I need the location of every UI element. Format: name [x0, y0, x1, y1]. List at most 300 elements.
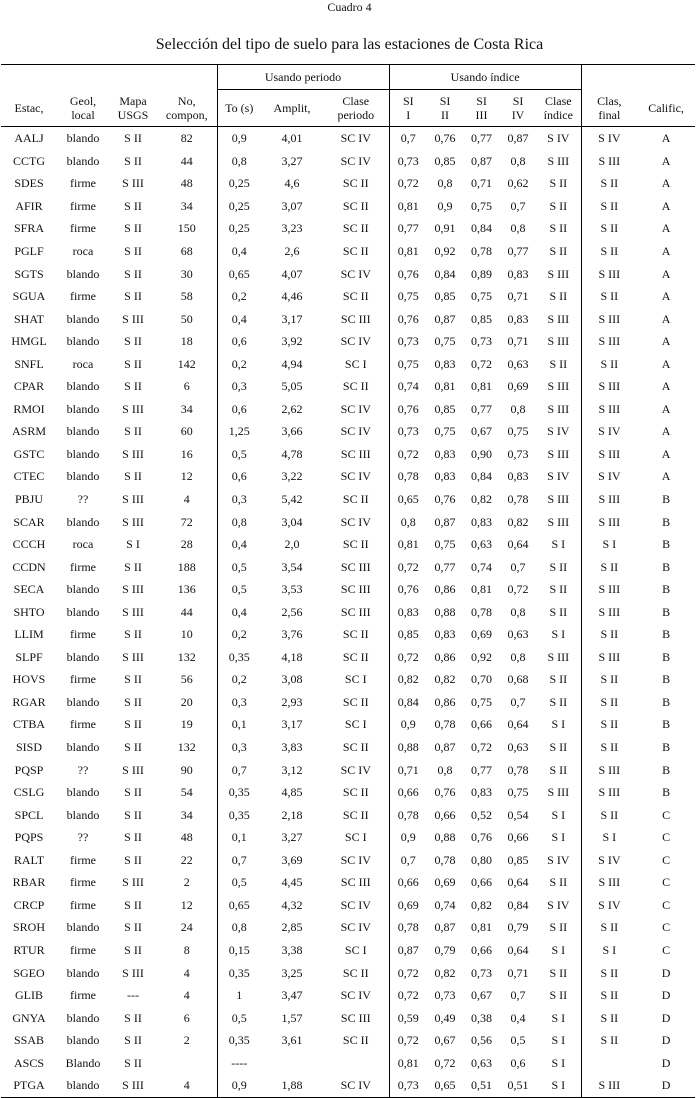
cell-period-class: SC II	[323, 375, 389, 398]
cell-period-class: SC III	[323, 578, 389, 601]
cell-si-3: 0,52	[471, 807, 493, 822]
cell-final-class: S III	[598, 153, 621, 168]
cell-station: RALT	[13, 852, 45, 867]
cell-si-4: 0,64	[507, 537, 529, 552]
cell-period: 0,7	[231, 762, 247, 777]
cell-station: CPAR	[13, 379, 45, 394]
header-line: I	[406, 108, 411, 122]
cell-amplitude: 5,42	[281, 492, 303, 507]
cell-period-class: SC IV	[323, 127, 389, 150]
cell-si-3: 0,78	[471, 244, 493, 258]
cell-si-3: 0,77	[471, 762, 493, 777]
cell-period-class: SC IV	[323, 330, 389, 353]
table-row	[1, 781, 695, 804]
cell-si-3: 0,87	[471, 153, 493, 168]
cell-amplitude: 3,25	[281, 965, 303, 980]
cell-index-class: S IV	[536, 894, 581, 917]
column-header-usgs-map	[109, 90, 157, 127]
cell-station: CCTG	[12, 153, 45, 168]
cell-geology: Blando	[65, 1055, 101, 1070]
cell-period-class: SC III	[323, 443, 389, 466]
cell-geology: roca	[72, 356, 94, 371]
cell-period: 0,4	[231, 537, 247, 552]
cell-components: 48	[157, 826, 217, 849]
cell-usgs-map: S II	[124, 807, 142, 822]
cell-usgs-map: S III	[122, 401, 144, 416]
cell-period-class: SC III	[323, 600, 389, 623]
cell-rating: D	[661, 1033, 671, 1048]
cell-geology: blando	[66, 266, 100, 281]
cell-components: 4	[157, 1074, 217, 1097]
table-row	[1, 1051, 695, 1074]
cell-si-3: 0,74	[471, 559, 493, 574]
cell-index-class: S III	[536, 307, 581, 330]
cell-amplitude: 3,54	[281, 559, 303, 574]
cell-station: SHTO	[13, 604, 45, 619]
table-row	[1, 961, 695, 984]
cell-index-class: S II	[536, 352, 581, 375]
cell-station: AALJ	[14, 131, 44, 146]
cell-si-2: 0,92	[434, 244, 456, 258]
cell-final-class: S III	[598, 446, 621, 461]
cell-si-3: 0,84	[471, 469, 493, 484]
cell-si-2: 0,87	[434, 514, 456, 529]
cell-si-1: 0,72	[397, 1033, 419, 1048]
cell-si-2: 0,74	[434, 897, 456, 912]
cell-period-class: SC IV	[323, 262, 389, 285]
cell-components: 142	[157, 352, 217, 375]
cell-si-1: 0,72	[397, 988, 419, 1003]
cell-rating: C	[662, 830, 671, 845]
cell-amplitude: 3,04	[281, 514, 303, 529]
cell-geology: blando	[57, 1074, 109, 1097]
cell-usgs-map: S III	[122, 446, 144, 461]
cell-station: GSTC	[13, 446, 45, 461]
cell-si-4: 0,62	[507, 176, 529, 191]
cell-rating: A	[661, 244, 671, 258]
cell-period-class: SC II	[323, 240, 389, 263]
cell-period: 0,5	[231, 582, 247, 597]
cell-si-1: 0,71	[397, 762, 419, 777]
cell-si-4: 0,7	[510, 559, 526, 574]
cell-amplitude: 4,32	[281, 897, 303, 912]
cell-period-class: SC IV	[323, 984, 389, 1007]
cell-station: SECA	[13, 582, 45, 597]
cell-rating: B	[662, 694, 671, 709]
cell-period-class: SC III	[323, 871, 389, 894]
cell-index-class: S III	[536, 443, 581, 466]
table-row	[1, 758, 695, 781]
cell-rating: D	[661, 965, 671, 980]
cell-rating: B	[662, 559, 671, 574]
cell-period: 0,6	[231, 469, 247, 484]
cell-geology: blando	[66, 424, 100, 439]
cell-station: CCCH	[12, 537, 46, 552]
cell-station: PQPS	[14, 830, 44, 845]
cell-si-2: 0,72	[434, 1055, 456, 1070]
cell-usgs-map: S II	[124, 740, 142, 755]
cell-rating: A	[661, 266, 671, 281]
cell-components	[157, 1051, 217, 1074]
cell-station: SSAB	[13, 1033, 45, 1048]
cell-period-class: SC I	[323, 668, 389, 691]
cell-final-class: S III	[598, 334, 621, 349]
cell-si-3: 0,72	[471, 740, 493, 755]
cell-period: 0,6	[231, 334, 247, 349]
cell-index-class: S II	[536, 758, 581, 781]
cell-period-class: SC II	[323, 1029, 389, 1052]
table-row	[1, 127, 695, 150]
table-row	[1, 1006, 695, 1029]
cell-rating: B	[662, 649, 671, 664]
cell-period: 0,1	[231, 830, 247, 845]
cell-si-1: 0,7	[400, 131, 416, 146]
cell-final-class: S III	[598, 604, 621, 619]
cell-si-2: 0,76	[434, 131, 456, 146]
column-header-components	[157, 90, 217, 127]
table-row	[1, 623, 695, 646]
cell-index-class: S III	[536, 150, 581, 173]
cell-si-2: 0,87	[434, 311, 456, 326]
cell-period-class: SC IV	[323, 150, 389, 173]
cell-si-2: 0,67	[434, 1033, 456, 1048]
cell-rating: B	[662, 537, 671, 552]
cell-period-class: SC IV	[323, 916, 389, 939]
cell-period-class: SC I	[323, 826, 389, 849]
cell-index-class: S I	[536, 826, 581, 849]
cell-amplitude: 3,12	[281, 762, 303, 777]
cell-components: 10	[157, 623, 217, 646]
header-line: Geol,	[69, 93, 97, 108]
header-line: SI	[402, 94, 414, 108]
cell-si-4: 0,64	[507, 942, 529, 957]
cell-index-class: S I	[536, 713, 581, 736]
table-row	[1, 803, 695, 826]
table-row	[1, 916, 695, 939]
cell-components: 90	[157, 758, 217, 781]
header-line: Estac,	[14, 100, 44, 115]
cell-index-class: S II	[536, 172, 581, 195]
cell-components: 50	[157, 307, 217, 330]
cell-rating: B	[662, 672, 671, 687]
cell-si-3: 0,76	[471, 830, 493, 845]
cell-rating: C	[662, 852, 671, 867]
cell-usgs-map: S III	[122, 176, 144, 191]
cell-si-3: 0,83	[471, 785, 493, 800]
table-row	[1, 465, 695, 488]
cell-amplitude: 3,17	[281, 717, 303, 732]
cell-usgs-map: S I	[126, 537, 140, 552]
cell-components: 48	[157, 172, 217, 195]
cell-components: 132	[157, 646, 217, 669]
cell-si-4: 0,83	[507, 311, 529, 326]
cell-si-2: 0,75	[434, 334, 456, 349]
cell-usgs-map: S III	[122, 965, 144, 980]
cell-si-1: 0,81	[397, 198, 419, 213]
cell-usgs-map: S III	[122, 514, 144, 529]
cell-final-class: S III	[598, 514, 621, 529]
cell-period: 0,7	[231, 852, 247, 867]
cell-si-3: 0,51	[463, 1074, 500, 1097]
header-line: Amplit,	[273, 101, 311, 115]
cell-si-1: 0,9	[400, 830, 416, 845]
cell-si-1: 0,82	[397, 672, 419, 687]
cell-period: 0,3	[231, 492, 247, 507]
cell-period-class: SC IV	[323, 465, 389, 488]
cell-si-4: 0,87	[507, 131, 529, 146]
cell-amplitude: 3,08	[281, 672, 303, 687]
cell-index-class: S III	[536, 781, 581, 804]
cell-period-class: SC IV	[323, 510, 389, 533]
cell-period-class: SC III	[323, 555, 389, 578]
cell-geology: blando	[66, 1033, 100, 1048]
column-header-row	[1, 90, 695, 127]
cell-index-class: S IV	[536, 420, 581, 443]
cell-period: 0,25	[228, 198, 250, 213]
cell-components: 44	[157, 600, 217, 623]
cell-si-2: 0,65	[427, 1074, 463, 1097]
cell-components: 34	[157, 195, 217, 218]
cell-usgs-map: S III	[122, 762, 144, 777]
cell-amplitude: 3,83	[281, 740, 303, 755]
header-line: No,	[177, 93, 196, 108]
cell-si-3: 0,89	[471, 266, 493, 281]
cell-amplitude: 3,47	[281, 988, 303, 1003]
cell-si-3: 0,81	[471, 582, 493, 597]
group-header-row	[1, 65, 695, 90]
header-line: índice	[543, 108, 573, 122]
cell-si-2: 0,83	[434, 446, 456, 461]
cell-station: CTBA	[12, 717, 45, 732]
column-header-si-4	[500, 90, 536, 127]
cell-amplitude: 3,61	[281, 1033, 303, 1048]
cell-station: SCAR	[13, 514, 45, 529]
cell-components: 12	[157, 894, 217, 917]
table-row	[1, 285, 695, 308]
cell-si-3: 0,73	[471, 334, 493, 349]
cell-si-4: 0,77	[507, 244, 529, 258]
header-line: periodo	[337, 108, 375, 122]
cell-index-class: S II	[536, 578, 581, 601]
cell-index-class: S II	[536, 961, 581, 984]
cell-rating: B	[662, 604, 671, 619]
cell-si-2: 0,83	[434, 356, 456, 371]
cell-index-class: S II	[536, 600, 581, 623]
table-row	[1, 871, 695, 894]
cell-components: 136	[157, 578, 217, 601]
cell-period: 1,25	[228, 424, 250, 439]
cell-geology: blando	[66, 604, 100, 619]
cell-rating: A	[661, 176, 671, 191]
cell-station: RMOI	[13, 401, 45, 416]
cell-components: 22	[157, 849, 217, 872]
cell-amplitude	[261, 1051, 323, 1074]
cell-si-1: 0,85	[397, 627, 419, 642]
cell-station: PQSP	[14, 762, 44, 777]
cell-station: ASRM	[11, 424, 46, 439]
cell-period-class: SC IV	[323, 398, 389, 421]
cell-amplitude: 4,07	[281, 266, 303, 281]
cell-amplitude: 5,05	[281, 379, 303, 394]
cell-amplitude: 2,62	[281, 401, 303, 416]
cell-geology: firme	[70, 559, 96, 574]
cell-si-2: 0,83	[434, 627, 456, 642]
cell-components: 54	[157, 781, 217, 804]
table-row	[1, 849, 695, 872]
cell-amplitude: 2,93	[281, 694, 303, 709]
cell-si-2: 0,83	[434, 469, 456, 484]
cell-final-class: S II	[600, 920, 619, 935]
cell-si-1: 0,59	[397, 1010, 419, 1025]
cell-si-1: 0,76	[397, 582, 419, 597]
cell-si-2: 0,75	[434, 537, 456, 552]
cell-components: 12	[157, 465, 217, 488]
cell-rating: A	[661, 424, 671, 439]
cell-period-class: SC II	[323, 217, 389, 240]
cell-usgs-map: S II	[124, 694, 142, 709]
cell-si-1: 0,9	[400, 717, 416, 732]
cell-si-2: 0,8	[437, 176, 453, 191]
cell-amplitude: 3,27	[281, 153, 303, 168]
cell-geology: ??	[77, 830, 89, 845]
cell-final-class: S II	[600, 717, 619, 732]
table-row	[1, 420, 695, 443]
cell-components: 82	[157, 127, 217, 150]
cell-index-class: S I	[536, 1074, 581, 1097]
cell-usgs-map: S II	[124, 221, 142, 236]
cell-si-1: 0,81	[397, 1055, 419, 1070]
cell-components: 30	[157, 262, 217, 285]
cell-si-1: 0,88	[397, 740, 419, 755]
cell-geology: firme	[70, 897, 96, 912]
cell-amplitude: 4,6	[284, 176, 300, 191]
cell-geology: firme	[70, 672, 96, 687]
header-line: IV	[511, 108, 525, 122]
cell-final-class: S III	[598, 379, 621, 394]
cell-si-4: 0,85	[507, 852, 529, 867]
cell-si-1: 0,73	[397, 334, 419, 349]
cell-rating: A	[661, 401, 671, 416]
cell-amplitude: 2,18	[281, 807, 303, 822]
cell-station: RTUR	[13, 942, 45, 957]
cell-period: 0,3	[231, 740, 247, 755]
cell-components: 58	[157, 285, 217, 308]
cell-usgs-map: S II	[124, 830, 142, 845]
cell-period-class: SC II	[323, 691, 389, 714]
cell-final-class: S III	[598, 311, 621, 326]
table-row	[1, 1029, 695, 1052]
cell-components: 68	[157, 240, 217, 263]
cell-final-class: S II	[600, 289, 619, 304]
cell-components: 150	[157, 217, 217, 240]
column-header-amplitude	[261, 90, 323, 127]
cell-rating: C	[662, 807, 671, 822]
cell-index-class: S II	[536, 871, 581, 894]
cell-si-2: 0,78	[434, 717, 456, 732]
cell-si-1: 0,81	[397, 537, 419, 552]
cell-station: CCDN	[12, 559, 46, 574]
cell-si-3: 0,90	[471, 446, 493, 461]
cell-rating: C	[662, 942, 671, 957]
cell-si-2: 0,78	[434, 852, 456, 867]
cell-period-class: SC II	[323, 195, 389, 218]
cell-period: 0,9	[231, 131, 247, 146]
cell-rating: A	[661, 311, 671, 326]
cell-index-class: S I	[536, 1006, 581, 1029]
cell-si-2: 0,76	[434, 785, 456, 800]
cell-geology: blando	[66, 807, 100, 822]
cell-si-2: 0,88	[434, 830, 456, 845]
cell-index-class: S I	[536, 939, 581, 962]
cell-index-class: S II	[536, 736, 581, 759]
cell-rating: A	[661, 334, 671, 349]
cell-geology: firme	[70, 198, 96, 213]
cell-final-class: S II	[600, 1033, 619, 1048]
cell-si-4: 0,63	[507, 356, 529, 371]
cell-period-class: SC II	[323, 533, 389, 556]
cell-period-class: SC II	[323, 172, 389, 195]
cell-si-1: 0,69	[397, 897, 419, 912]
cell-usgs-map: S II	[124, 1010, 142, 1025]
cell-si-4: 0,7	[510, 988, 526, 1003]
cell-station: SPCL	[14, 807, 44, 822]
cell-si-4: 0,75	[507, 785, 529, 800]
cell-si-2: 0,87	[434, 920, 456, 935]
cell-period-class: SC III	[323, 307, 389, 330]
header-line: Calific,	[648, 100, 684, 115]
cell-period: ----	[231, 1055, 248, 1070]
cell-usgs-map: S II	[124, 897, 142, 912]
cell-geology: firme	[70, 627, 96, 642]
table-row	[1, 533, 695, 556]
cell-final-class: S II	[600, 965, 619, 980]
cell-rating: A	[661, 221, 671, 236]
cell-si-4: 0,78	[507, 762, 529, 777]
cell-components: 4	[157, 984, 217, 1007]
cell-amplitude: 3,66	[281, 424, 303, 439]
table-row	[1, 894, 695, 917]
cell-geology: blando	[66, 334, 100, 349]
cell-index-class: S II	[536, 984, 581, 1007]
cell-geology: blando	[66, 514, 100, 529]
cell-period: 0,2	[231, 289, 247, 304]
table-row	[1, 939, 695, 962]
table-row	[1, 240, 695, 263]
cell-period: 0,2	[231, 627, 247, 642]
cell-station: ASCS	[13, 1055, 45, 1070]
cell-usgs-map: S II	[124, 920, 142, 935]
cell-rating: A	[661, 446, 671, 461]
group-header-periodo: Usando periodo	[217, 65, 389, 90]
header-line: Mapa	[119, 93, 147, 108]
cell-si-3: 0,92	[471, 649, 493, 664]
cell-amplitude: 4,01	[281, 131, 303, 146]
cell-usgs-map: ---	[127, 988, 139, 1003]
cell-si-4: 0,54	[507, 807, 529, 822]
cell-si-4: 0,83	[507, 469, 529, 484]
cell-period: 0,8	[231, 153, 247, 168]
cell-index-class: S II	[536, 668, 581, 691]
table-row	[1, 307, 695, 330]
cell-usgs-map: S III	[122, 492, 144, 507]
cell-rating: B	[662, 717, 671, 732]
cell-final-class: S II	[600, 356, 619, 371]
cell-si-4: 0,7	[510, 198, 526, 213]
table-row	[1, 578, 695, 601]
cell-usgs-map: S III	[109, 1074, 157, 1097]
cell-si-3: 0,84	[471, 221, 493, 236]
cell-usgs-map: S II	[124, 289, 142, 304]
